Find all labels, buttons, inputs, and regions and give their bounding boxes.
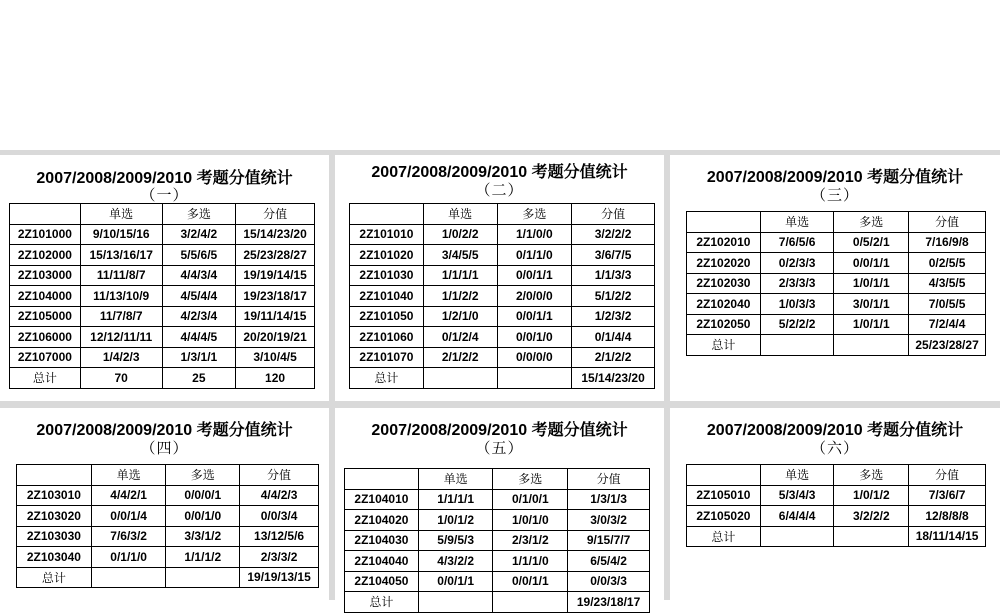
panel-subtitle: （四） [140,440,189,457]
row-score: 6/5/4/2 [568,551,650,572]
total-label: 总计 [345,592,419,613]
panel-subtitle: （五） [475,440,524,457]
row-multi: 0/0/0/1 [166,485,240,506]
row-score: 7/16/9/8 [909,232,986,253]
row-multi: 1/1/1/0 [493,551,568,572]
row-multi: 4/2/3/4 [162,306,236,327]
row-multi: 1/0/1/1 [834,314,909,335]
table-header-row [10,204,315,225]
row-single: 0/2/3/3 [760,253,834,274]
table-row [345,571,650,592]
row-code: 2Z103020 [17,506,92,527]
row-multi: 4/4/4/5 [162,327,236,348]
total-single [760,335,834,356]
row-score: 1/3/1/3 [568,489,650,510]
row-code: 2Z102020 [687,253,761,274]
table-row [350,224,655,245]
stats-table [9,203,315,389]
row-score: 0/2/5/5 [909,253,986,274]
header-score: 分值 [236,204,315,225]
header-code [345,469,419,490]
row-score: 13/12/5/6 [240,526,319,547]
table-total-row [345,592,650,613]
row-code: 2Z104030 [345,530,419,551]
table-row [687,232,986,253]
row-single: 7/6/3/2 [91,526,166,547]
row-code: 2Z105000 [10,306,81,327]
row-code: 2Z101020 [350,245,424,266]
row-single: 0/1/2/4 [423,327,497,348]
row-score: 15/14/23/20 [236,224,315,245]
row-multi: 0/0/1/1 [834,253,909,274]
row-single: 6/4/4/4 [760,506,834,527]
stats-table [686,211,986,356]
table-row [10,327,315,348]
panel-title: 2007/2008/2009/2010 考题分值统计 [706,422,964,439]
row-code: 2Z102010 [687,232,761,253]
table-row [687,506,986,527]
header-code [687,212,761,233]
row-single: 1/0/3/3 [760,294,834,315]
panel-subtitle: （六） [810,440,859,457]
row-multi: 0/0/0/0 [497,347,572,368]
row-single: 1/1/2/2 [423,286,497,307]
header-multi: 多选 [493,469,568,490]
row-multi: 3/2/2/2 [834,506,909,527]
total-label: 总计 [350,368,424,389]
row-single: 12/12/11/11 [80,327,162,348]
row-multi: 0/0/1/0 [497,327,572,348]
row-multi: 0/0/1/1 [497,306,572,327]
panel-title: 2007/2008/2009/2010 考题分值统计 [371,164,628,181]
header-score: 分值 [572,204,655,225]
row-single: 3/4/5/5 [423,245,497,266]
table-row [10,245,315,266]
row-code: 2Z101000 [10,224,81,245]
table-row [17,547,319,568]
total-score: 120 [236,368,315,389]
row-multi: 3/0/1/1 [834,294,909,315]
row-score: 19/11/14/15 [236,306,315,327]
row-multi: 3/2/4/2 [162,224,236,245]
row-multi: 0/1/1/0 [497,245,572,266]
table-row [345,510,650,531]
table-header-row [687,212,986,233]
row-score: 0/0/3/3 [568,571,650,592]
row-score: 1/1/3/3 [572,265,655,286]
total-single: 70 [80,368,162,389]
table-row [687,314,986,335]
row-multi: 4/4/3/4 [162,265,236,286]
row-code: 2Z104000 [10,286,81,307]
row-single: 11/13/10/9 [80,286,162,307]
total-score: 18/11/14/15 [909,526,986,547]
row-code: 2Z102050 [687,314,761,335]
header-multi: 多选 [166,465,240,486]
total-score: 15/14/23/20 [572,368,655,389]
table-total-row [350,368,655,389]
total-multi [834,526,909,547]
row-code: 2Z107000 [10,347,81,368]
total-multi [166,567,240,588]
row-multi: 1/0/1/0 [493,510,568,531]
row-single: 1/1/1/1 [418,489,493,510]
total-single [418,592,493,613]
row-code: 2Z101010 [350,224,424,245]
total-label: 总计 [687,526,761,547]
table-row [10,224,315,245]
panel-title: 2007/2008/2009/2010 考题分值统计 [36,422,293,439]
row-multi: 1/0/1/1 [834,273,909,294]
table-row [17,485,319,506]
row-score: 7/0/5/5 [909,294,986,315]
header-code [687,465,761,486]
table-row [345,489,650,510]
table-row [345,530,650,551]
header-single: 单选 [91,465,166,486]
row-code: 2Z103010 [17,485,92,506]
row-single: 0/1/1/0 [91,547,166,568]
row-multi: 1/1/0/0 [497,224,572,245]
row-single: 9/10/15/16 [80,224,162,245]
stats-panel-6 [670,408,1000,600]
table-row [17,526,319,547]
row-single: 11/11/8/7 [80,265,162,286]
panel-subtitle: （一） [140,187,189,204]
row-single: 4/4/2/1 [91,485,166,506]
row-single: 7/6/5/6 [760,232,834,253]
row-score: 19/23/18/17 [236,286,315,307]
header-single: 单选 [760,212,834,233]
header-single: 单选 [418,469,493,490]
stats-table [16,464,319,588]
row-multi: 0/0/1/1 [497,265,572,286]
stats-panel-1 [0,155,329,401]
row-code: 2Z104020 [345,510,419,531]
table-total-row [687,526,986,547]
row-code: 2Z102030 [687,273,761,294]
row-score: 3/6/7/5 [572,245,655,266]
row-multi: 0/1/0/1 [493,489,568,510]
row-single: 5/9/5/3 [418,530,493,551]
table-header-row [350,204,655,225]
panel-title: 2007/2008/2009/2010 考题分值统计 [706,169,964,186]
total-multi [493,592,568,613]
table-row [687,485,986,506]
row-score: 7/2/4/4 [909,314,986,335]
row-score: 0/1/4/4 [572,327,655,348]
row-code: 2Z106000 [10,327,81,348]
table-row [687,294,986,315]
table-header-row [345,469,650,490]
row-code: 2Z103000 [10,265,81,286]
total-score: 19/19/13/15 [240,567,319,588]
table-row [687,273,986,294]
total-single [423,368,497,389]
total-multi [834,335,909,356]
row-score: 20/20/19/21 [236,327,315,348]
row-score: 2/3/3/2 [240,547,319,568]
row-multi: 5/5/6/5 [162,245,236,266]
table-row [10,347,315,368]
row-score: 3/0/3/2 [568,510,650,531]
stats-table [344,468,650,613]
row-code: 2Z101070 [350,347,424,368]
row-single: 11/7/8/7 [80,306,162,327]
table-total-row [17,567,319,588]
row-code: 2Z103040 [17,547,92,568]
row-score: 0/0/3/4 [240,506,319,527]
row-multi: 0/0/1/1 [493,571,568,592]
header-multi: 多选 [497,204,572,225]
header-score: 分值 [909,465,986,486]
total-score: 19/23/18/17 [568,592,650,613]
row-multi: 0/5/2/1 [834,232,909,253]
row-single: 15/13/16/17 [80,245,162,266]
header-code [10,204,81,225]
table-row [350,286,655,307]
row-code: 2Z101060 [350,327,424,348]
header-code [17,465,92,486]
row-score: 3/2/2/2 [572,224,655,245]
row-score: 1/2/3/2 [572,306,655,327]
row-score: 19/19/14/15 [236,265,315,286]
table-row [350,245,655,266]
row-single: 0/0/1/1 [418,571,493,592]
table-row [10,265,315,286]
header-single: 单选 [760,465,834,486]
total-multi [497,368,572,389]
stats-table [349,203,655,389]
table-row [17,506,319,527]
row-multi: 1/0/1/2 [834,485,909,506]
row-code: 2Z102000 [10,245,81,266]
row-score: 12/8/8/8 [909,506,986,527]
total-label: 总计 [17,567,92,588]
row-code: 2Z101050 [350,306,424,327]
header-multi: 多选 [834,212,909,233]
stats-panel-5 [335,408,664,610]
total-single [760,526,834,547]
row-score: 25/23/28/27 [236,245,315,266]
row-single: 1/4/2/3 [80,347,162,368]
stats-table [686,464,986,547]
row-multi: 2/3/1/2 [493,530,568,551]
total-score: 25/23/28/27 [909,335,986,356]
total-multi: 25 [162,368,236,389]
row-multi: 0/0/1/0 [166,506,240,527]
header-single: 单选 [423,204,497,225]
row-code: 2Z101030 [350,265,424,286]
header-single: 单选 [80,204,162,225]
row-single: 2/1/2/2 [423,347,497,368]
total-label: 总计 [687,335,761,356]
table-row [350,265,655,286]
header-score: 分值 [568,469,650,490]
row-code: 2Z101040 [350,286,424,307]
row-single: 1/0/2/2 [423,224,497,245]
header-multi: 多选 [162,204,236,225]
row-score: 7/3/6/7 [909,485,986,506]
row-multi: 1/3/1/1 [162,347,236,368]
stats-panel-2 [335,155,664,401]
table-total-row [687,335,986,356]
stats-panel-3 [670,155,1000,401]
row-score: 3/10/4/5 [236,347,315,368]
table-total-row [10,368,315,389]
table-row [10,286,315,307]
row-multi: 1/1/1/2 [166,547,240,568]
header-multi: 多选 [834,465,909,486]
header-score: 分值 [240,465,319,486]
row-single: 0/0/1/4 [91,506,166,527]
row-score: 4/3/5/5 [909,273,986,294]
row-code: 2Z104010 [345,489,419,510]
row-code: 2Z105020 [687,506,761,527]
row-single: 1/0/1/2 [418,510,493,531]
row-single: 5/3/4/3 [760,485,834,506]
frame-middle-bar [0,401,1000,408]
panel-subtitle: （三） [810,187,859,204]
row-single: 2/3/3/3 [760,273,834,294]
total-label: 总计 [10,368,81,389]
total-single [91,567,166,588]
row-score: 9/15/7/7 [568,530,650,551]
row-multi: 2/0/0/0 [497,286,572,307]
table-header-row [17,465,319,486]
row-multi: 4/5/4/4 [162,286,236,307]
row-single: 1/2/1/0 [423,306,497,327]
row-code: 2Z104050 [345,571,419,592]
row-single: 5/2/2/2 [760,314,834,335]
header-score: 分值 [909,212,986,233]
row-code: 2Z103030 [17,526,92,547]
row-code: 2Z105010 [687,485,761,506]
row-code: 2Z104040 [345,551,419,572]
stats-panel-4 [0,408,329,600]
table-row [687,253,986,274]
header-code [350,204,424,225]
row-score: 2/1/2/2 [572,347,655,368]
row-single: 4/3/2/2 [418,551,493,572]
row-multi: 3/3/1/2 [166,526,240,547]
table-row [10,306,315,327]
table-row [350,327,655,348]
row-score: 5/1/2/2 [572,286,655,307]
panel-subtitle: （二） [475,182,524,199]
table-row [345,551,650,572]
panel-title: 2007/2008/2009/2010 考题分值统计 [36,170,293,187]
table-row [350,347,655,368]
panel-title: 2007/2008/2009/2010 考题分值统计 [371,422,628,439]
table-header-row [687,465,986,486]
row-score: 4/4/2/3 [240,485,319,506]
table-row [350,306,655,327]
row-single: 1/1/1/1 [423,265,497,286]
row-code: 2Z102040 [687,294,761,315]
